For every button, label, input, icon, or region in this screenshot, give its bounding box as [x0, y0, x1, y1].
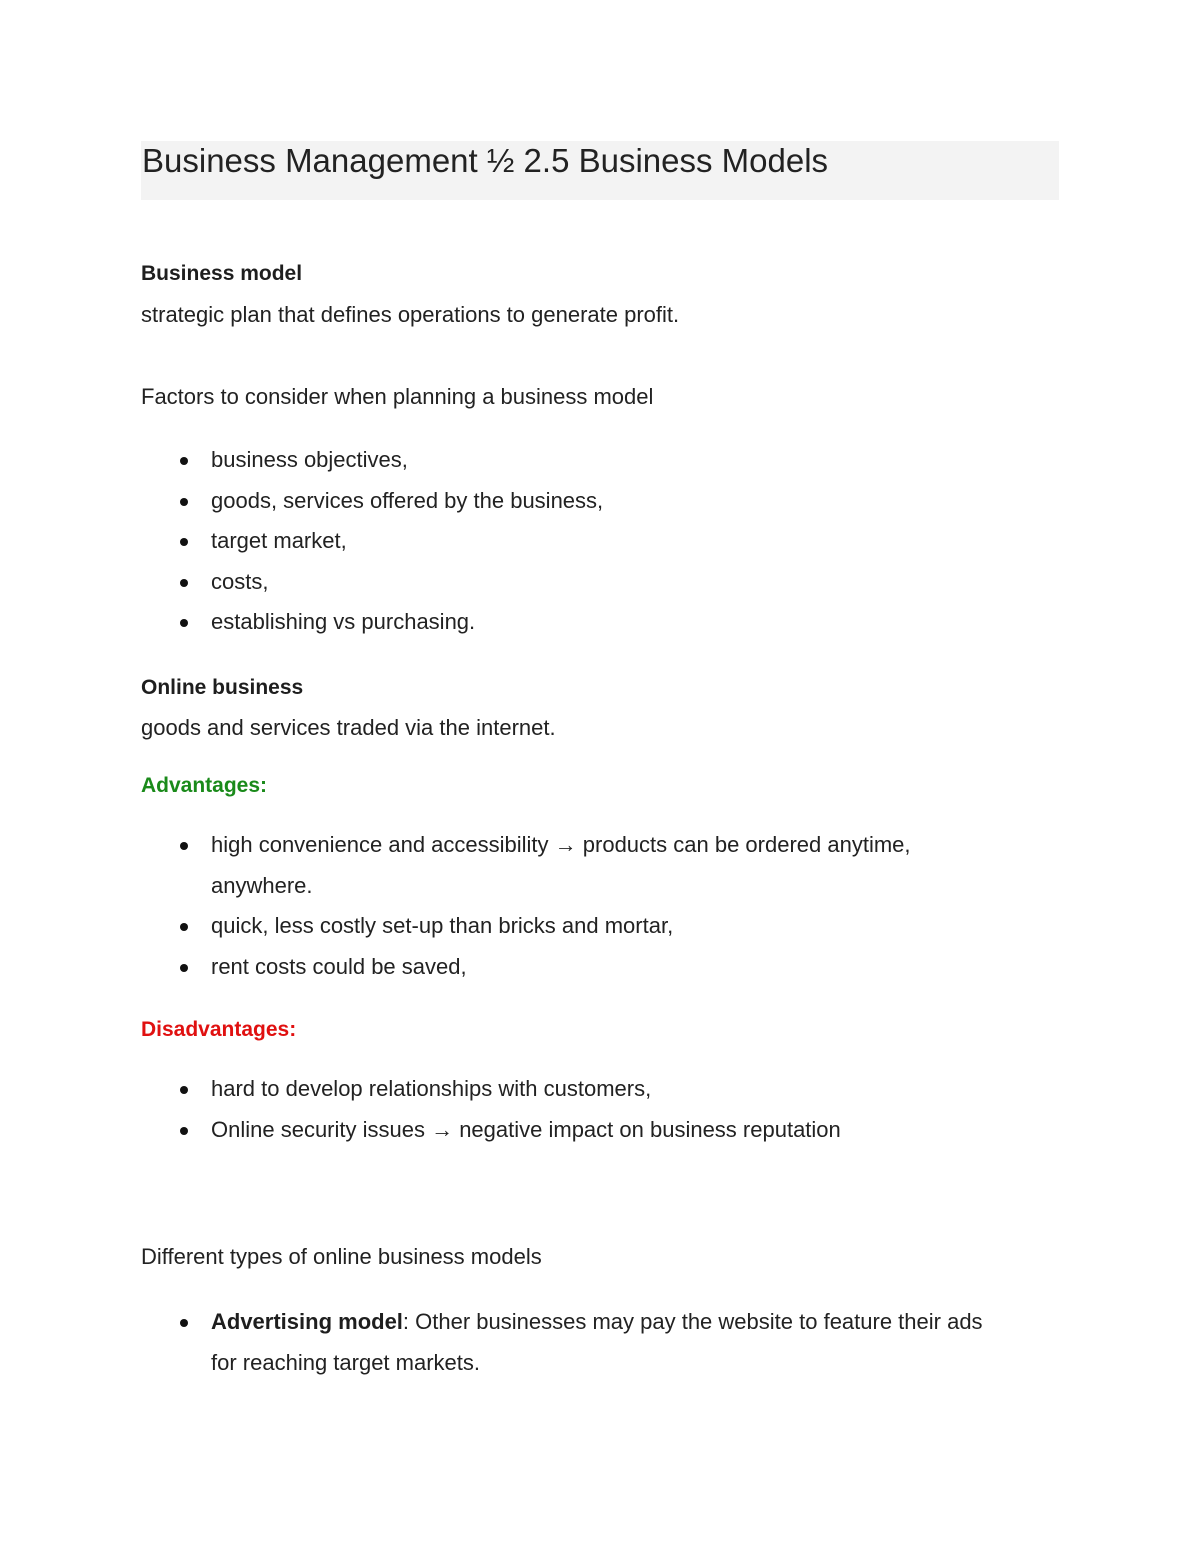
list-item [0, 1302, 1200, 1343]
list-item: rent costs could be saved, [0, 947, 1200, 988]
factors-intro: Factors to consider when planning a business model [141, 384, 654, 409]
list-item: business objectives, [0, 440, 1200, 481]
page-title: Business Management ½ 2.5 Business Models [142, 142, 829, 179]
advantages-list [0, 825, 1200, 987]
list-item: high convenience and accessibility → products can be ordered anytime, [0, 825, 1200, 866]
advantages-heading: Advantages: [141, 774, 268, 797]
bullet-icon [180, 842, 188, 850]
model-term: Advertising model [211, 1309, 403, 1334]
bullet-icon [180, 1319, 188, 1327]
model-description: : Other businesses may pay the website to feature their ads [402, 1309, 983, 1334]
bullet-icon [180, 498, 188, 506]
bullet-icon [180, 579, 188, 587]
bullet-icon [180, 457, 188, 465]
list-item-continuation: anywhere. [211, 872, 313, 898]
online-models-list [0, 1302, 1200, 1383]
list-item: establishing vs purchasing. [0, 602, 1200, 643]
factors-list [0, 440, 1200, 643]
online-business-heading: Online business [141, 676, 304, 699]
bullet-icon [180, 538, 188, 546]
online-business-definition: goods and services traded via the internet. [141, 715, 556, 740]
bullet-icon [180, 1086, 188, 1094]
list-item: Online security issues → negative impact on business reputation [0, 1110, 1200, 1151]
list-item: hard to develop relationships with customers, [0, 1069, 1200, 1110]
bullet-icon [180, 1127, 188, 1135]
list-item: goods, services offered by the business, [0, 481, 1200, 522]
bullet-icon [180, 923, 188, 931]
disadvantages-list [0, 1069, 1200, 1150]
disadvantages-heading: Disadvantages: [141, 1018, 297, 1041]
list-item: target market, [0, 521, 1200, 562]
list-item: costs, [0, 562, 1200, 603]
list-item: quick, less costly set-up than bricks and mortar, [0, 906, 1200, 947]
business-model-definition: strategic plan that defines operations to generate profit. [141, 302, 680, 327]
bullet-icon [180, 619, 188, 627]
list-item-continuation: for reaching target markets. [211, 1349, 481, 1375]
bullet-icon [180, 964, 188, 972]
online-models-intro: Different types of online business models [141, 1244, 542, 1269]
business-model-heading: Business model [141, 262, 303, 285]
